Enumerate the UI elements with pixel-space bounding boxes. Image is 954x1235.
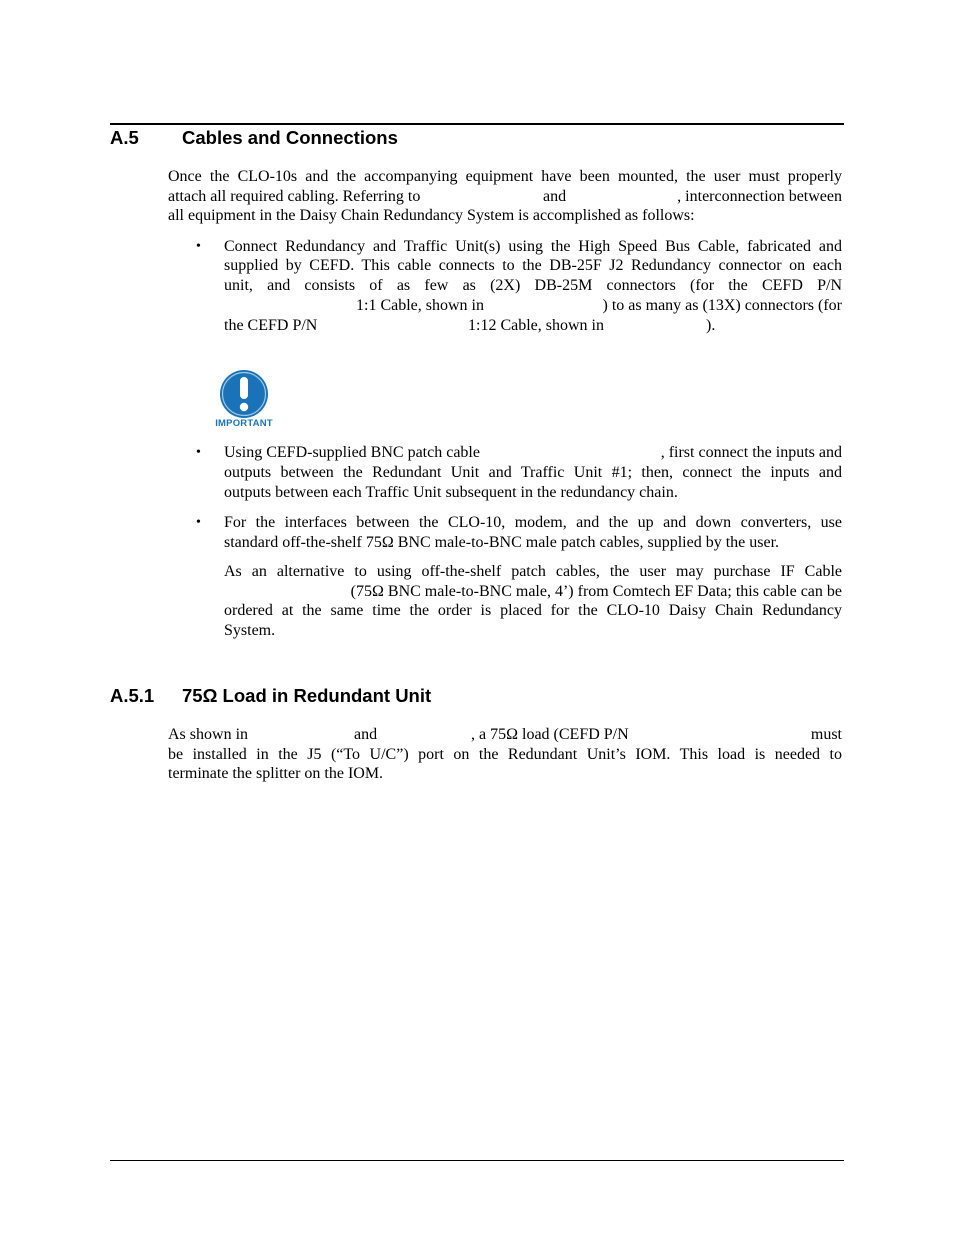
bullet2-line-3: outputs between each Traffic Unit subsequent in the redundancy chain. [224,484,678,501]
bullet1-line-5c: ). [706,317,716,334]
a51-line-1a: As shown in [168,726,249,743]
section-number: A.5 [110,127,139,148]
intro-line-1: Once the CLO-10s and the accompanying equipment have been mounted, the user must properly [168,168,842,185]
bullet1-line-4b: ) to as many as (13X) connectors (for [602,297,842,314]
intro-line-2c: , interconnection between [677,188,842,205]
intro-line-3: all equipment in the Daisy Chain Redundancy System is accomplished as follows: [168,207,695,224]
bullet-marker: • [196,515,201,530]
bullet1-line-1: Connect Redundancy and Traffic Unit(s) using the High Speed Bus Cable, fabricated and [224,238,842,255]
section-heading-a51 [110,685,431,707]
bullet2-line-1a: Using CEFD-supplied BNC patch cable [224,444,480,461]
bullet2-line-1b: , first connect the inputs and [660,444,842,461]
bullet-marker: • [196,445,201,460]
bullet1-line-5a: the CEFD P/N [224,317,318,334]
alt-line-3: ordered at the same time the order is placed for the CLO-10 Daisy Chain Redundancy [224,602,842,619]
alt-line-2: (75Ω BNC male-to-BNC male, 4’) from Comtech EF Data; this cable can be [350,583,842,600]
section-heading-a5 [110,127,398,149]
a51-line-1b: and [354,726,378,743]
bullet1-line-4a: 1:1 Cable, shown in [356,297,484,314]
section-number: A.5.1 [110,685,155,706]
intro-line-2b: and [543,188,567,205]
important-label: IMPORTANT [215,418,273,429]
bullet1-line-5b: 1:12 Cable, shown in [468,317,604,334]
bullet-marker: • [196,239,201,254]
bullet1-line-2: supplied by CEFD. This cable connects to the DB-25F J2 Redundancy connector on each [224,257,842,274]
a51-line-1c: , a 75Ω load (CEFD P/N [471,726,629,743]
a51-line-1d: must [810,726,842,743]
top-rule [110,123,844,125]
bullet2-line-2: outputs between the Redundant Unit and Traffic Unit #1; then, connect the inputs and [224,464,842,481]
alt-line-1: As an alternative to using off-the-shelf patch cables, the user may purchase IF Cable [224,563,842,580]
section-title: Cables and Connections [182,127,398,148]
a51-line-3: terminate the splitter on the IOM. [168,765,384,782]
bullet1-line-3: unit, and consists of as few as (2X) DB-25M connectors (for the CEFD P/N [224,277,842,294]
alt-line-4: System. [224,622,276,639]
bullet3-line-2: standard off-the-shelf 75Ω BNC male-to-BNC male patch cables, supplied by the user. [224,534,780,551]
footer-rule [110,1160,844,1161]
a51-line-2: be installed in the J5 (“To U/C”) port on the Redundant Unit’s IOM. This load is needed to [168,746,842,763]
bullet3-line-1: For the interfaces between the CLO-10, modem, and the up and down converters, use [224,514,842,531]
section-title: 75Ω Load in Redundant Unit [182,685,432,706]
intro-line-2a: attach all required cabling. Referring to [168,188,421,205]
